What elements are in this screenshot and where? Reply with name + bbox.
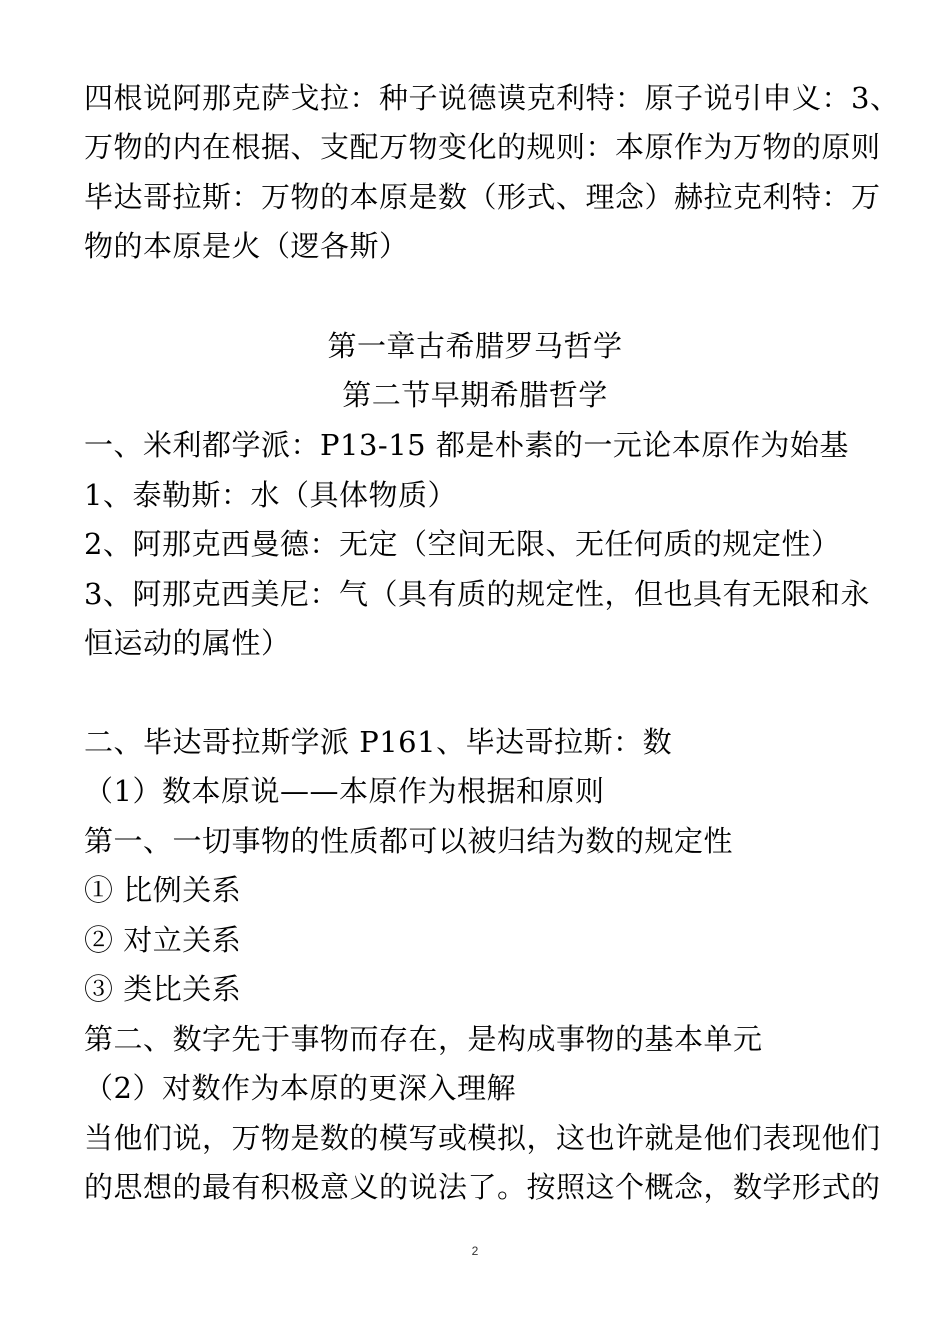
- relation-item-analogy: ③ 类比关系: [84, 972, 242, 1006]
- pythagorean-heading: 二、毕达哥拉斯学派 P161、毕达哥拉斯：数: [84, 725, 673, 759]
- intro-line-2: 万物的内在根据、支配万物变化的规则：本原作为万物的原则: [84, 130, 881, 164]
- milesian-item-anaximenes-line-2: 恒运动的属性）: [84, 626, 291, 660]
- pythagorean-point-2: 第二、数字先于事物而存在，是构成事物的基本单元: [84, 1022, 763, 1056]
- milesian-item-anaximander: 2、阿那克西曼德：无定（空间无限、无任何质的规定性）: [84, 527, 841, 561]
- chapter-title: 第一章古希腊罗马哲学: [327, 329, 623, 363]
- intro-line-4: 物的本原是火（逻各斯）: [84, 229, 409, 263]
- page-number: 2: [471, 1244, 479, 1258]
- pythagorean-point-1: 第一、一切事物的性质都可以被归结为数的规定性: [84, 824, 734, 858]
- relation-item-proportion: ① 比例关系: [84, 873, 242, 907]
- relation-item-opposition: ② 对立关系: [84, 923, 242, 957]
- intro-line-1: 四根说阿那克萨戈拉：种子说德谟克利特：原子说引申义：3、: [84, 81, 900, 115]
- paragraph-line-1: 当他们说，万物是数的模写或模拟，这也许就是他们表现他们: [84, 1121, 881, 1155]
- milesian-item-anaximenes-line-1: 3、阿那克西美尼：气（具有质的规定性，但也具有无限和永: [84, 577, 870, 611]
- pythagorean-subheading-1: （1）数本原说——本原作为根据和原则: [84, 774, 605, 808]
- section-title: 第二节早期希腊哲学: [342, 378, 608, 412]
- milesian-heading: 一、米利都学派：P13-15 都是朴素的一元论本原作为始基: [84, 428, 849, 462]
- milesian-item-thales: 1、泰勒斯：水（具体物质）: [84, 478, 457, 512]
- paragraph-line-2: 的思想的最有积极意义的说法了。按照这个概念，数学形式的: [84, 1170, 881, 1204]
- intro-line-3: 毕达哥拉斯：万物的本原是数（形式、理念）赫拉克利特：万: [84, 180, 881, 214]
- pythagorean-subheading-2: （2）对数作为本原的更深入理解: [84, 1071, 516, 1105]
